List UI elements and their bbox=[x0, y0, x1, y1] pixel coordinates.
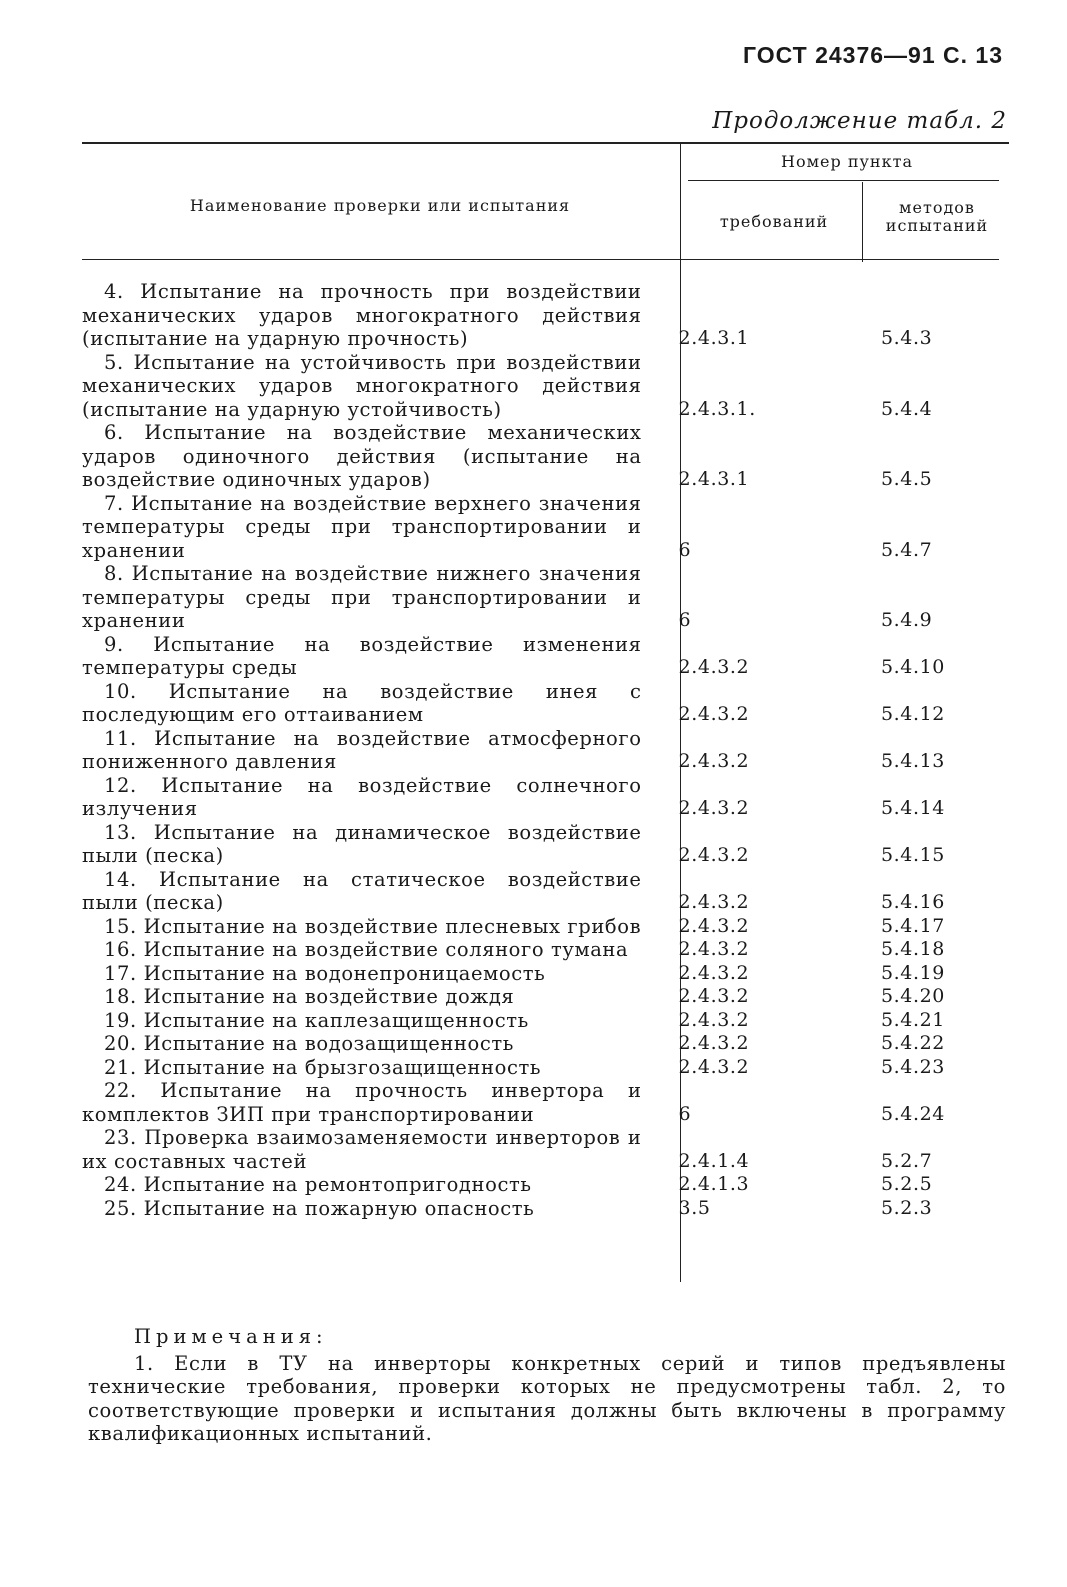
requirement-clause-cell: 6 bbox=[678, 538, 692, 561]
table-row bbox=[82, 1056, 1009, 1080]
header-test-methods: методов испытаний bbox=[885, 198, 989, 235]
method-clause-cell: 5.4.19 bbox=[880, 961, 945, 984]
requirement-clause-cell: 2.4.3.2 bbox=[678, 891, 750, 913]
header-column-divider bbox=[862, 182, 863, 262]
header-requirements: требований bbox=[719, 212, 829, 231]
table-row bbox=[82, 727, 1009, 774]
test-name-cell: 23. Проверка взаимозаменяемости инверторов и их составных частей bbox=[82, 1126, 642, 1173]
table-row bbox=[82, 1009, 1009, 1033]
requirement-clause-cell: 6 bbox=[678, 1102, 692, 1125]
test-name-cell: 7. Испытание на воздействие верхнего значения температуры среды при транспортировании и хранении bbox=[82, 491, 642, 562]
test-name-cell: 14. Испытание на статическое воздействие пыли (песка) bbox=[82, 867, 642, 914]
requirement-clause-cell: 2.4.1.4 bbox=[678, 1149, 750, 1172]
table-row bbox=[82, 1032, 1009, 1056]
requirement-clause-cell: 6 bbox=[678, 609, 692, 631]
tests-table bbox=[82, 142, 1009, 1220]
method-clause-cell: 5.4.23 bbox=[880, 1055, 945, 1078]
test-name-cell: 25. Испытание на пожарную опасность bbox=[104, 1196, 535, 1220]
method-clause-cell: 5.4.16 bbox=[880, 891, 945, 913]
requirement-clause-cell: 2.4.3.2 bbox=[678, 750, 750, 772]
table-row bbox=[82, 351, 1009, 422]
table-row bbox=[82, 492, 1009, 563]
note-item: 1. Если в ТУ на инверторы конкретных серий и типов предъявлены технические требования, проверки которых не предусмотрены табл. 2, то соответствующие проверки и испытания должны быть включены в программу квалификационных испытаний. bbox=[88, 1351, 1006, 1445]
requirement-clause-cell: 2.4.3.2 bbox=[678, 938, 750, 960]
method-clause-cell: 5.4.4 bbox=[880, 397, 933, 420]
method-clause-cell: 5.4.21 bbox=[880, 1008, 945, 1031]
header-divider bbox=[688, 180, 999, 181]
requirement-clause-cell: 2.4.3.2 bbox=[678, 961, 750, 984]
test-name-cell: 11. Испытание на воздействие атмосферного пониженного давления bbox=[82, 726, 642, 773]
method-clause-cell: 5.2.7 bbox=[880, 1149, 933, 1172]
table-row bbox=[82, 280, 1009, 351]
table-row bbox=[82, 821, 1009, 868]
table-row bbox=[82, 1079, 1009, 1126]
header-bottom-rule bbox=[82, 259, 999, 260]
table-row bbox=[82, 915, 1009, 939]
test-name-cell: 20. Испытание на водозащищенность bbox=[104, 1032, 514, 1055]
test-name-cell: 5. Испытание на устойчивость при воздействии механических ударов многократного действия (испытание на ударную устойчивость) bbox=[82, 350, 642, 421]
table-row bbox=[82, 1126, 1009, 1173]
requirement-clause-cell: 2.4.3.1. bbox=[678, 397, 756, 420]
method-clause-cell: 5.4.24 bbox=[880, 1102, 945, 1125]
test-name-cell: 19. Испытание на каплезащищенность bbox=[104, 1008, 529, 1032]
test-name-cell: 9. Испытание на воздействие изменения температуры среды bbox=[82, 632, 642, 679]
method-clause-cell: 5.4.5 bbox=[880, 468, 933, 490]
requirement-clause-cell: 2.4.1.3 bbox=[678, 1173, 750, 1195]
method-clause-cell: 5.4.14 bbox=[880, 797, 945, 819]
notes-title: Примечания: bbox=[134, 1325, 328, 1348]
table-row bbox=[82, 938, 1009, 962]
method-clause-cell: 5.4.7 bbox=[880, 538, 933, 561]
requirement-clause-cell: 2.4.3.2 bbox=[678, 985, 750, 1007]
test-name-cell: 18. Испытание на воздействие дождя bbox=[104, 985, 515, 1008]
header-test-name: Наименование проверки или испытания bbox=[189, 196, 571, 215]
table-row bbox=[82, 1197, 1009, 1221]
table-row bbox=[82, 962, 1009, 986]
test-name-cell: 16. Испытание на воздействие соляного тумана bbox=[104, 938, 629, 961]
table-row bbox=[82, 774, 1009, 821]
test-name-cell: 24. Испытание на ремонтопригодность bbox=[104, 1173, 532, 1196]
test-name-cell: 8. Испытание на воздействие нижнего значения температуры среды при транспортировании и хранении bbox=[82, 562, 642, 632]
method-clause-cell: 5.4.22 bbox=[880, 1032, 945, 1054]
table-row bbox=[82, 868, 1009, 915]
test-name-cell: 10. Испытание на воздействие инея с последующим его оттаиванием bbox=[82, 679, 642, 726]
method-clause-cell: 5.4.18 bbox=[880, 938, 945, 960]
requirement-clause-cell: 2.4.3.2 bbox=[678, 703, 750, 725]
table-row bbox=[82, 562, 1009, 633]
table-header bbox=[82, 144, 1009, 260]
requirement-clause-cell: 2.4.3.2 bbox=[678, 1008, 750, 1031]
requirement-clause-cell: 3.5 bbox=[678, 1196, 711, 1219]
requirement-clause-cell: 2.4.3.2 bbox=[678, 1055, 750, 1078]
method-clause-cell: 5.4.20 bbox=[880, 985, 945, 1007]
table-caption: Продолжение табл. 2 bbox=[712, 108, 1007, 134]
table-row bbox=[82, 680, 1009, 727]
requirement-clause-cell: 2.4.3.2 bbox=[678, 844, 750, 866]
method-clause-cell: 5.4.13 bbox=[880, 750, 945, 772]
method-clause-cell: 5.4.12 bbox=[880, 703, 945, 725]
method-clause-cell: 5.2.3 bbox=[880, 1196, 933, 1219]
notes-section bbox=[88, 1325, 1006, 1446]
method-clause-cell: 5.4.15 bbox=[880, 844, 945, 866]
table-row bbox=[82, 985, 1009, 1009]
table-row bbox=[82, 421, 1009, 492]
test-name-cell: 17. Испытание на водонепроницаемость bbox=[104, 961, 546, 985]
method-clause-cell: 5.4.9 bbox=[880, 609, 933, 631]
test-name-cell: 13. Испытание на динамическое воздействие пыли (песка) bbox=[82, 820, 642, 867]
test-name-cell: 12. Испытание на воздействие солнечного излучения bbox=[82, 773, 642, 820]
requirement-clause-cell: 2.4.3.1 bbox=[678, 327, 750, 349]
table-row bbox=[82, 633, 1009, 680]
page-header: ГОСТ 24376—91 С. 13 bbox=[742, 42, 1003, 68]
requirement-clause-cell: 2.4.3.2 bbox=[678, 797, 750, 819]
requirement-clause-cell: 2.4.3.2 bbox=[678, 914, 750, 937]
test-name-cell: 21. Испытание на брызгозащищенность bbox=[104, 1055, 542, 1079]
test-name-cell: 4. Испытание на прочность при воздействии механических ударов многократного действия (испытание на ударную прочность) bbox=[82, 280, 642, 350]
header-clause-number: Номер пункта bbox=[781, 152, 913, 171]
test-name-cell: 15. Испытание на воздействие плесневых грибов bbox=[104, 914, 642, 938]
requirement-clause-cell: 2.4.3.2 bbox=[678, 1032, 750, 1054]
method-clause-cell: 5.4.17 bbox=[880, 914, 945, 937]
method-clause-cell: 5.4.10 bbox=[880, 656, 945, 678]
test-name-cell: 22. Испытание на прочность инвертора и комплектов ЗИП при транспортировании bbox=[82, 1079, 642, 1126]
requirement-clause-cell: 2.4.3.2 bbox=[678, 656, 750, 678]
table-body bbox=[82, 280, 1009, 1220]
table-row bbox=[82, 1173, 1009, 1197]
test-name-cell: 6. Испытание на воздействие механических ударов одиночного действия (испытание на воздействие одиночных ударов) bbox=[82, 421, 642, 491]
method-clause-cell: 5.2.5 bbox=[880, 1173, 933, 1195]
method-clause-cell: 5.4.3 bbox=[880, 327, 933, 349]
requirement-clause-cell: 2.4.3.1 bbox=[678, 468, 750, 490]
